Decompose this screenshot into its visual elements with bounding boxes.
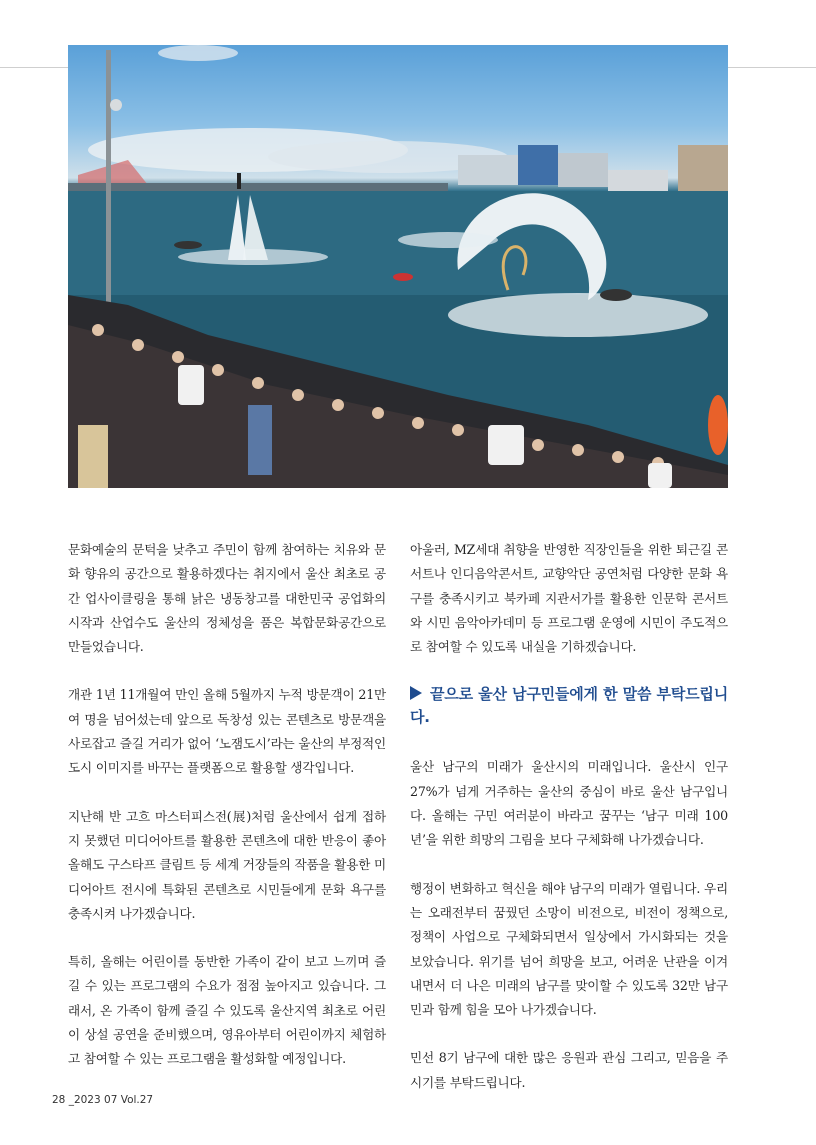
right-text-column: [410, 538, 728, 1119]
harbor-flyboard-photo: [68, 45, 728, 488]
left-text-column: [68, 538, 386, 1096]
paragraph: 아울러, MZ세대 취향을 반영한 직장인들을 위한 퇴근길 콘서트나 인디음악콘서트, 교향악단 공연처럼 다양한 문화 욕구를 충족시키고 북카페 지관서가를 활용한 인문학 콘서트와 시민 음악아카데미 등 프로그램 운영에 시민이 주도적으로 참여할 수 있도록 내실을 기하겠습니다.: [410, 542, 728, 655]
paragraph: 행정이 변화하고 혁신을 해야 남구의 미래가 열립니다. 우리는 오래전부터 꿈꿨던 소망이 비전으로, 비전이 정책으로, 정책이 사업으로 구체화되면서 일상에서 가시화되는 것을 보았습니다. 위기를 넘어 희망을 보고, 어려운 난관을 이겨내면서 더 나은 미래의 남구를 맞이할 수 있도록 32만 남구민과 함께 힘을 모아 나가겠습니다.: [410, 880, 728, 1018]
top-rule-right: [728, 67, 816, 68]
page-footer: 28 _2023 07 Vol.27: [52, 1094, 154, 1106]
paragraph: 개관 1년 11개월여 만인 올해 5월까지 누적 방문객이 21만 여 명을 넘어섰는데 앞으로 독창성 있는 콘텐츠로 방문객을 사로잡고 즐길 거리가 없어 ‘노잼도시’라는 울산의 부정적인 도시 이미지를 바꾸는 플랫폼으로 활용할 생각입니다.: [68, 687, 386, 776]
heading-text: 끝으로 울산 남구민들에게 한 말씀 부탁드립니다.: [410, 685, 728, 727]
paragraph: 문화예술의 문턱을 낮추고 주민이 함께 참여하는 치유와 문화 향유의 공간으로 활용하겠다는 취지에서 울산 최초로 공간 업사이클링을 통해 낡은 냉동창고를 대한민국 공업화의 시작과 산업수도 울산의 정체성을 품은 복합문화공간으로 만들었습니다.: [68, 542, 386, 655]
top-rule-left: [0, 67, 68, 68]
paragraph: 지난해 반 고흐 마스터피스전(展)처럼 울산에서 쉽게 접하지 못했던 미디어아트를 활용한 콘텐츠에 대한 반응이 좋아 올해도 구스타프 클림트 등 세계 거장들의 작품을 활용한 미디어아트 전시에 특화된 콘텐츠로 시민들에게 문화 욕구를 충족시켜 나가겠습니다.: [68, 808, 386, 921]
paragraph: 울산 남구의 미래가 울산시의 미래입니다. 울산시 인구 27%가 넘게 거주하는 울산의 중심이 바로 울산 남구입니다. 올해는 구민 여러분이 바라고 꿈꾸는 ‘남구 미래 100년’을 위한 희망의 그림을 보다 구체화해 나가겠습니다.: [410, 759, 728, 848]
photo-illustration: [68, 45, 728, 488]
paragraph: 특히, 올해는 어린이를 동반한 가족이 같이 보고 느끼며 즐길 수 있는 프로그램의 수요가 점점 높아지고 있습니다. 그래서, 온 가족이 함께 즐길 수 있도록 울산지역 최초로 어린이 상설 공연을 준비했으며, 영유아부터 어린이까지 체험하고 참여할 수 있는 프로그램을 활성화할 예정입니다.: [68, 954, 386, 1067]
paragraph: 민선 8기 남구에 대한 많은 응원과 관심 그리고, 믿음을 주시기를 부탁드립니다.: [410, 1050, 728, 1090]
section-heading: [410, 683, 728, 729]
triangle-bullet-icon: [410, 686, 422, 700]
